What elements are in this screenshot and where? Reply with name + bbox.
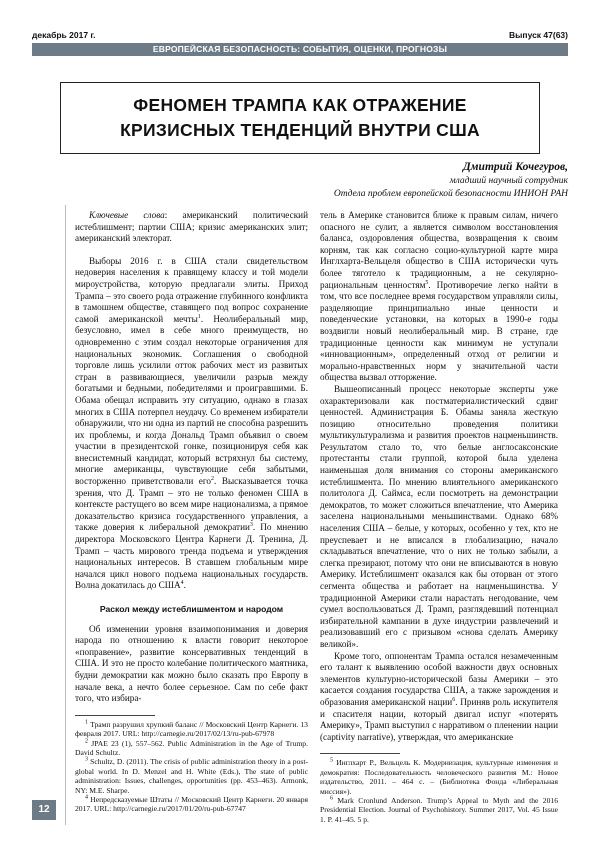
text-run: . Неолиберальный мир, безусловно, имел в себе много преимуществ, но одновременно с этим создал некоторые ограничения для национальных экономик. Соглашения о свободной торговле лишь усилили отток рабочих мест из развитых стран в развивающиеся, увеличили разрыв между богатыми и бедными, победителями и проигравшими. Б. Обама обещал исправить эту ситуацию, однако в глазах многих в США потерпел неудачу. Со временем избиратели обнаружили, что ни одна из партий не способна разрешить их проблемы, и когда Дональд Трамп объявил о своем участии в президентской гонке, позиционируя себя как внесистемный кандидат, который встряхнул бы систему, многие американцы, чувствующие себя забытыми, восторженно приветствовали его xyxy=(75,313,308,487)
article-title-box xyxy=(60,82,540,154)
author-block xyxy=(208,160,568,200)
footnote-text: JPAE 23 (1), 557–562. Public Administration in the Age of Trump. David Schultz. xyxy=(75,738,308,757)
running-header xyxy=(32,30,568,42)
issue-number: Выпуск 47(63) xyxy=(509,30,568,40)
footnote-divider xyxy=(320,753,400,754)
footnote xyxy=(75,739,308,758)
footnote-number: 5 xyxy=(330,757,333,764)
section-banner: ЕВРОПЕЙСКАЯ БЕЗОПАСНОСТЬ: СОБЫТИЯ, ОЦЕНКИ, ПРОГНОЗЫ xyxy=(32,43,568,56)
footnote-number: 4 xyxy=(85,794,88,801)
page-number: 12 xyxy=(32,800,56,820)
issue-date: декабрь 2017 г. xyxy=(32,30,96,40)
footnotes-right xyxy=(320,758,558,824)
author-position: младший научный сотрудник xyxy=(449,176,568,186)
text-run: . По мнению директора Московского Центра Карнеги Д. Тренина, Д. Трамп – часть мирового тренда подъема и утверждения национальных интересов. В ставшем глобальным мире начался цикл нового подъема национальных государств. Волна докатилась до США xyxy=(75,522,308,591)
footnote-text: Непредсказуемые Штаты // Московский Центр Карнеги. 20 января 2017. URL: http://carnegie.ru/2017/01/20/ru-pub-67747 xyxy=(75,795,308,814)
footnote xyxy=(320,758,558,796)
footnote-number: 3 xyxy=(85,756,88,763)
text-run: . Противоречие легко найти в том, что все последнее время государством управляли силы, разделяющие принципиально иные ценности и поведенческие установки, на которых в 1990-е годы воздвигли новый неолиберальный мир. В стране, где традиционные ценности как минимум не уступали «инновационным», определенный отход от религии и морально-нравственных норм у значительной части общества вызвал отторжение. xyxy=(320,279,559,383)
paragraph: Вышеописанный процесс некоторые эксперты уже охарактеризовали как постматериалистический сдвиг ценностей. Администрация Б. Обамы заняла жесткую позицию относительно проведения политики мультикультурализма и развития проектов нацменьшинств. Результатом стало то, что белые англосаксонские протестанты стали группой, которой была уделена наименьшая доля внимания со стороны американского истеблишмента. По мнению влиятельного американского политолога Д. Саймса, если посмотреть на демонстрации демократов, то может сложиться впечатление, что Америка заселена национальными меньшинствами. Однако 68% населения США – белые, у которых, особенно у тех, кто не преуспевает и не вписался в глобализацию, начало складываться впечатление, что о них не только забыли, а слегка презирают, потому что они не вписываются в новую Америку. Истеблишмент оказался как бы оторван от этого сегмента общества и работает на нацменьшинства. У традиционной Америки стали нарастать негодование, чем сумел воспользоваться Д. Трамп, разглядевший потенциал избирательной кампании в духе индустрии развлечений и реализовавший его с призывом «снова сделать Америку великой». xyxy=(320,383,558,649)
title-line-2: КРИЗИСНЫХ ТЕНДЕНЦИЙ ВНУТРИ США xyxy=(120,120,480,140)
footnote xyxy=(75,795,308,814)
article-title xyxy=(120,93,480,143)
footnotes-left xyxy=(75,720,308,814)
text-run: . xyxy=(183,580,186,591)
keywords-text: : американский политический истеблишмент; партии США; кризис американских элит; американский электорат. xyxy=(75,210,308,244)
footnote-ref[interactable]: 3 xyxy=(249,522,253,529)
text-run: . Приняв роль искупителя и спасителя нации, который двигал испуг «потерять Америку», Трамп выступил с нарративом о пленении нации (captivity narrative), утверждая, что американские xyxy=(320,696,558,742)
text-run: Кроме того, оппонентам Трампа остался незамеченным его талант к выявлению особой важности двух основных элементов культурно-исторической базы Америки – это касается создания государства США, а также зарождения и образования американской нации xyxy=(320,650,558,707)
author-department: Отдела проблем европейской безопасности ИНИОН РАН xyxy=(333,188,568,199)
footnote xyxy=(75,757,308,795)
text-run: тель в Америке становится ближе к правым силам, ничего опасного не сулит, а является символом восстановления баланса, оздоровления общества, возвращения к своим корням, так как согласно социо-культурной карте мира Инглхарта-Вельцеля общество в США исторически чуть более тяготело к традиционным, а не секулярно-рациональным ценностям xyxy=(320,210,558,290)
right-column xyxy=(320,210,558,824)
footnote xyxy=(75,720,308,739)
text-run: . Высказывается точка зрения, что Д. Трамп – это не только феномен США в контексте растущего во всем мире национализма, а прямое доказательство кризиса государственного управления, а также доверия к либеральной демократии xyxy=(75,476,308,533)
footnote-ref[interactable]: 2 xyxy=(211,476,214,482)
left-column xyxy=(75,210,308,814)
margin-rule xyxy=(65,205,66,825)
paragraph: Об изменении уровня взаимопонимания и доверия народа по отношению к власти говорит некоторое «поправение», развитие консервативных тенденций в США. И это не просто колебание политического маятника, будни демократии как можно было сказать про Европу в начале века, а нечто более серьезное. Сам по себе факт того, что избира- xyxy=(75,623,308,704)
footnote-number: 1 xyxy=(85,719,88,726)
author-name: Дмитрий Кочегуров, xyxy=(462,161,568,173)
section-subheading: Раскол между истеблишментом и народом xyxy=(99,604,284,614)
footnote-number: 2 xyxy=(85,738,88,745)
footnote-text: Schultz, D. (2011). The crisis of public administration theory in a post-global world. In D. Menzel and H. White (Eds.), The state of public administration: Issues, challenges, opportunities (pp. 453–463). Armonk, NY: M.E. Sharpe. xyxy=(75,757,308,795)
footnote-divider xyxy=(75,715,155,716)
footnote-text: Mark Cronlund Anderson. Trump’s Appeal to Myth and the 2016 Presidential Election. Journal of Psychohistory. Summer 2017, Vol. 45 Issue 1. P. 41–45. 5 p. xyxy=(320,795,558,824)
footnote-ref[interactable]: 5 xyxy=(425,279,429,286)
footnote-ref[interactable]: 4 xyxy=(180,580,184,587)
title-line-1: ФЕНОМЕН ТРАМПА КАК ОТРАЖЕНИЕ xyxy=(133,95,467,115)
text-run: Выборы 2016 г. в США стали свидетельством недоверия населения к правящему классу и той модели мироустройства, которую предлагали элиты. Приход Трампа – это своего рода отражение глубинного конфликта в тамошнем обществе, ставящего под вопрос сохранение самой американской мечты xyxy=(75,255,308,324)
keywords xyxy=(75,210,308,245)
footnote-text: Трамп разрушил хрупкий баланс // Московский Центр Карнеги. 13 февраля 2017. URL: http://carnegie.ru/2017/02/13/ru-pub-67978 xyxy=(75,719,308,739)
paragraph xyxy=(75,256,308,592)
footnote-number: 6 xyxy=(330,795,333,802)
paragraph xyxy=(320,210,558,384)
footnote xyxy=(320,796,558,824)
keywords-label: Ключевые слова xyxy=(89,210,165,220)
footnote-ref[interactable]: 1 xyxy=(197,313,201,320)
footnote-ref[interactable]: 6 xyxy=(452,696,456,703)
paragraph xyxy=(320,651,558,744)
footnote-text: Инглхарт Р., Вельцель К. Модернизация, культурные изменения и демократия: Последовательность человеческого развития М.: Новое издательство, 2011. – 464 с. – (Библиотека Фонда «Либеральная миссия»). xyxy=(320,758,558,796)
